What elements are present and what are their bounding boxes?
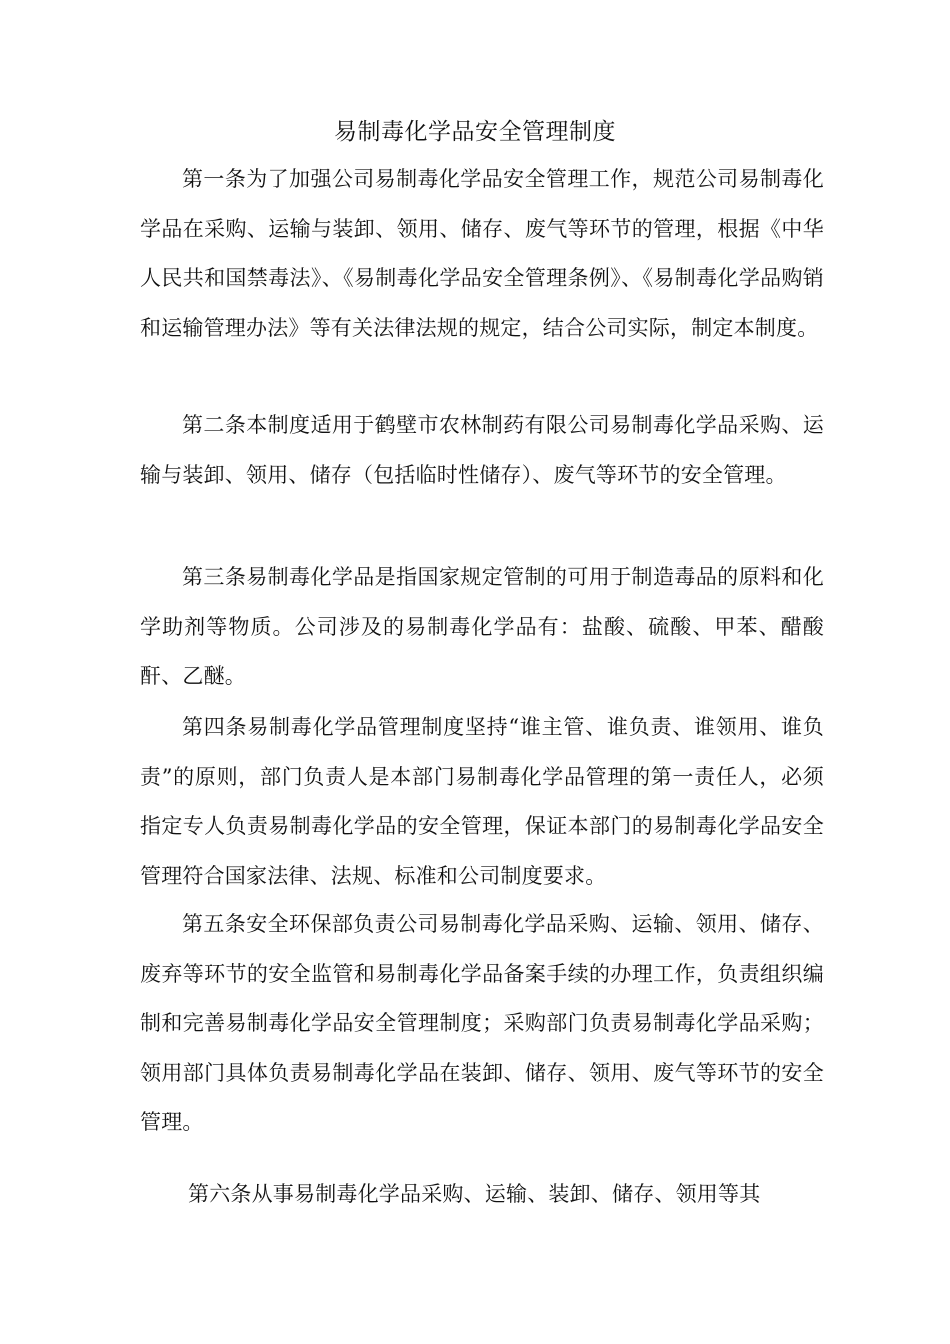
article-3-paragraph: 第三条易制毒化学品是指国家规定管制的可用于制造毒品的原料和化学助剂等物质。公司涉及的易制毒化学品有：盐酸、硫酸、甲苯、醋酸酐、乙醚。 [140, 565, 824, 688]
article-4-paragraph: 第四条易制毒化学品管理制度坚持“谁主管、谁负责、谁领用、谁负责”的原则，部门负责人是本部门易制毒化学品管理的第一责任人，必须指定专人负责易制毒化学品的安全管理，保证本部门的易制毒化学品安全管理符合国家法律、法规、标准和公司制度要求。 [140, 715, 824, 888]
article-1-paragraph: 第一条为了加强公司易制毒化学品安全管理工作，规范公司易制毒化学品在采购、运输与装卸、领用、储存、废气等环节的管理，根据《中华人民共和国禁毒法》、《易制毒化学品安全管理条例》、《易制毒化学品购销和运输管理办法》等有关法律法规的规定，结合公司实际，制定本制度。 [140, 167, 824, 340]
article-2-paragraph: 第二条本制度适用于鹤壁市农林制药有限公司易制毒化学品采购、运输与装卸、领用、储存（包括临时性储存）、废气等环节的安全管理。 [140, 413, 824, 487]
article-6-paragraph: 第六条从事易制毒化学品采购、运输、装卸、储存、领用等其 [188, 1182, 761, 1206]
document-title: 易制毒化学品安全管理制度 [334, 119, 616, 145]
article-5-paragraph: 第五条安全环保部负责公司易制毒化学品采购、运输、领用、储存、废弃等环节的安全监管和易制毒化学品备案手续的办理工作，负责组织编制和完善易制毒化学品安全管理制度；采购部门负责易制毒化学品采购；领用部门具体负责易制毒化学品在装卸、储存、领用、废气等环节的安全管理。 [140, 912, 824, 1134]
